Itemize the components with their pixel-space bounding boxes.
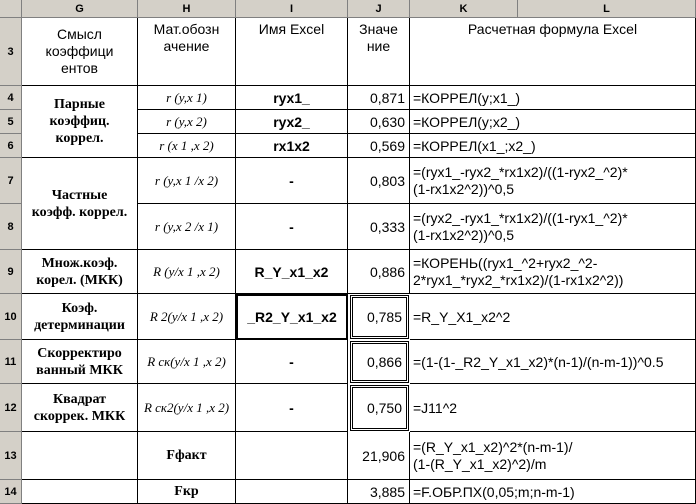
- row-header-4[interactable]: 4: [0, 86, 22, 110]
- column-header-j[interactable]: J: [348, 0, 410, 18]
- column-header-l[interactable]: L: [518, 0, 696, 18]
- notation-r10[interactable]: R 2(y/x 1 ,x 2): [138, 294, 236, 340]
- formula-r11[interactable]: =(1-(1-_R2_Y_x1_x2)*(n-1)/(n-m-1))^0.5: [410, 340, 696, 384]
- name-r12[interactable]: -: [236, 384, 348, 432]
- row-header-14[interactable]: 14: [0, 480, 22, 504]
- header-value[interactable]: Значе ние: [348, 18, 410, 86]
- select-all-corner[interactable]: [0, 0, 22, 18]
- row-header-7[interactable]: 7: [0, 158, 22, 204]
- row-header-10[interactable]: 10: [0, 294, 22, 340]
- value-r13[interactable]: 21,906: [348, 432, 410, 480]
- group-adjusted-mcc[interactable]: Скорректиро ванный МКК: [22, 340, 138, 384]
- notation-r8[interactable]: r (y,x 2 /x 1): [138, 204, 236, 250]
- group-partial-correlation[interactable]: Частные коэфф. коррел.: [22, 158, 138, 250]
- cell-g13[interactable]: [22, 432, 138, 480]
- notation-r9[interactable]: R (y/x 1 ,x 2): [138, 250, 236, 294]
- row-header-3[interactable]: 3: [0, 18, 22, 86]
- value-r6[interactable]: 0,569: [348, 134, 410, 158]
- header-formula[interactable]: Расчетная формула Excel: [410, 18, 696, 86]
- value-r12[interactable]: 0,750: [350, 385, 409, 431]
- notation-r13[interactable]: Fфакт: [138, 432, 236, 480]
- row-header-8[interactable]: 8: [0, 204, 22, 250]
- formula-r12[interactable]: =J11^2: [410, 384, 696, 432]
- formula-r9[interactable]: =КОРЕНЬ((ryx1_^2+ryx2_^2- 2*ryx1_*ryx2_*rx1x2)/(1-rx1x2^2)): [410, 250, 696, 294]
- row-header-6[interactable]: 6: [0, 134, 22, 158]
- value-r9[interactable]: 0,886: [348, 250, 410, 294]
- group-squared-adjusted-mcc[interactable]: Квадрат скоррек. МКК: [22, 384, 138, 432]
- header-meaning[interactable]: Смысл коэффици ентов: [22, 18, 138, 86]
- name-r8[interactable]: -: [236, 204, 348, 250]
- formula-r5[interactable]: =КОРРЕЛ(y;x2_): [410, 110, 696, 134]
- name-r7[interactable]: -: [236, 158, 348, 204]
- name-r9[interactable]: R_Y_x1_x2: [236, 250, 348, 294]
- row-header-9[interactable]: 9: [0, 250, 22, 294]
- formula-r6[interactable]: =КОРРЕЛ(x1_;x2_): [410, 134, 696, 158]
- name-r5[interactable]: ryx2_: [236, 110, 348, 134]
- formula-r7[interactable]: =(ryx1_-ryx2_*rx1x2)/((1-ryx2_^2)* (1-rx1x2^2))^0,5: [410, 158, 696, 204]
- value-r7[interactable]: 0,803: [348, 158, 410, 204]
- value-r4[interactable]: 0,871: [348, 86, 410, 110]
- formula-r10[interactable]: =R_Y_X1_x2^2: [410, 294, 696, 340]
- formula-r13[interactable]: =(R_Y_x1_x2)^2*(n-m-1)/ (1-(R_Y_x1_x2)^2)/m: [410, 432, 696, 480]
- name-r11[interactable]: -: [236, 340, 348, 384]
- row-header-12[interactable]: 12: [0, 384, 22, 432]
- row-header-5[interactable]: 5: [0, 110, 22, 134]
- value-r10[interactable]: 0,785: [350, 295, 409, 339]
- name-r10[interactable]: _R2_Y_x1_x2: [236, 294, 348, 340]
- value-r11[interactable]: 0,866: [350, 341, 409, 383]
- cell-g14[interactable]: [22, 480, 138, 504]
- column-header-h[interactable]: H: [138, 0, 236, 18]
- column-header-i[interactable]: I: [236, 0, 348, 18]
- notation-r11[interactable]: R ск(y/x 1 ,x 2): [138, 340, 236, 384]
- notation-r14[interactable]: Fкр: [138, 480, 236, 504]
- column-header-g[interactable]: G: [22, 0, 138, 18]
- value-r14[interactable]: 3,885: [348, 480, 410, 504]
- notation-r4[interactable]: r (y,x 1): [138, 86, 236, 110]
- group-pair-correlation[interactable]: Парные коэффиц. коррел.: [22, 86, 138, 158]
- formula-r14[interactable]: =F.ОБР.ПХ(0,05;m;n-m-1): [410, 480, 696, 504]
- notation-r5[interactable]: r (y,x 2): [138, 110, 236, 134]
- value-r8[interactable]: 0,333: [348, 204, 410, 250]
- row-header-11[interactable]: 11: [0, 340, 22, 384]
- notation-r7[interactable]: r (y,x 1 /x 2): [138, 158, 236, 204]
- formula-r4[interactable]: =КОРРЕЛ(y;x1_): [410, 86, 696, 110]
- group-multiple-correlation[interactable]: Множ.коэф. корел. (МКК): [22, 250, 138, 294]
- row-header-13[interactable]: 13: [0, 432, 22, 480]
- formula-r8[interactable]: =(ryx2_-ryx1_*rx1x2)/((1-ryx1_^2)* (1-rx1x2^2))^0,5: [410, 204, 696, 250]
- header-excel-name[interactable]: Имя Excel: [236, 18, 348, 86]
- notation-r6[interactable]: r (x 1 ,x 2): [138, 134, 236, 158]
- cell-i14[interactable]: [236, 480, 348, 504]
- column-header-k[interactable]: K: [410, 0, 518, 18]
- header-notation[interactable]: Мат.обозн ачение: [138, 18, 236, 86]
- notation-r12[interactable]: R ск2(y/x 1 ,x 2): [138, 384, 236, 432]
- value-r5[interactable]: 0,630: [348, 110, 410, 134]
- name-r4[interactable]: ryx1_: [236, 86, 348, 110]
- cell-i13[interactable]: [236, 432, 348, 480]
- group-determination[interactable]: Коэф. детерминации: [22, 294, 138, 340]
- name-r6[interactable]: rx1x2: [236, 134, 348, 158]
